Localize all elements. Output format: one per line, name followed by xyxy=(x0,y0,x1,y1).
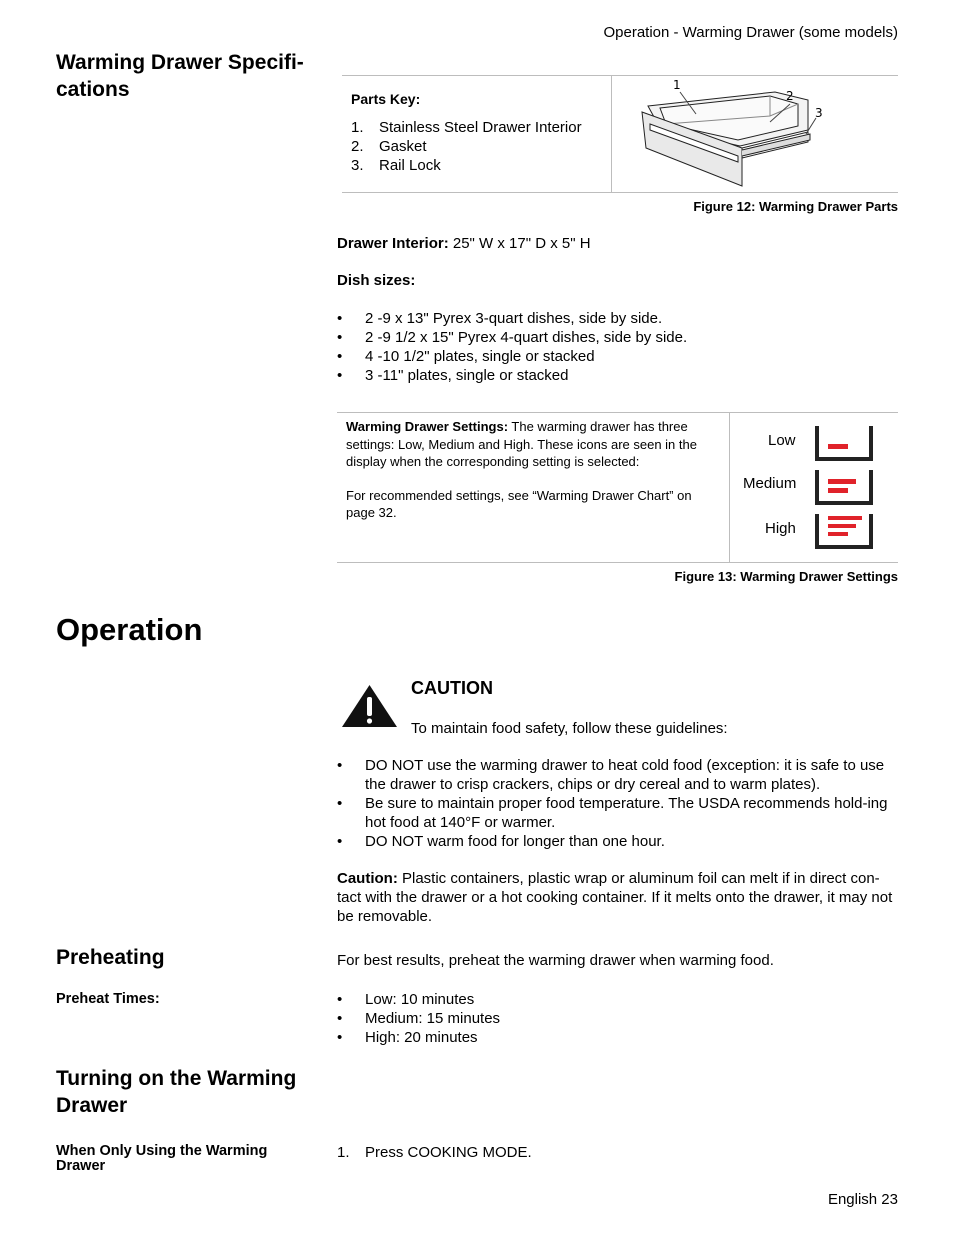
figure-13-caption: Figure 13: Warming Drawer Settings xyxy=(674,569,898,584)
table-divider xyxy=(611,76,612,192)
settings-divider xyxy=(729,413,730,562)
setting-label-high: High xyxy=(765,520,796,537)
settings-description: Warming Drawer Settings: The warming drawer has three settings: Low, Medium and High. These icons are seen in the display when the corresponding setting is selected: For recommended settings, see “Warming Drawer Chart” on page 32. xyxy=(346,418,722,522)
list-item: • 4 -10 1/2" plates, single or stacked xyxy=(337,348,595,365)
settings-top-rule xyxy=(337,412,898,413)
preheat-times-list xyxy=(337,990,737,1047)
list-item: • 3 -11" plates, single or stacked xyxy=(337,367,569,384)
list-item: • 2 -9 1/2 x 15" Pyrex 4-quart dishes, side by side. xyxy=(337,329,688,346)
warning-triangle-icon xyxy=(341,684,398,728)
list-item: • DO NOT warm food for longer than one hour. xyxy=(337,833,665,850)
dish-sizes-label: Dish sizes: xyxy=(337,272,416,289)
page-number: English 23 xyxy=(827,1191,898,1208)
list-item: • Low: 10 minutes xyxy=(337,991,475,1008)
list-item: 1. Press COOKING MODE. xyxy=(337,1144,532,1161)
parts-key xyxy=(351,90,606,175)
table-bottom-rule xyxy=(342,192,898,193)
callout-1: 1 xyxy=(673,78,681,92)
parts-key-item: 1. Stainless Steel Drawer Interior xyxy=(351,119,582,136)
caution-heading: CAUTION xyxy=(411,678,493,698)
setting-label-medium: Medium xyxy=(743,475,797,492)
page-title: Operation xyxy=(56,612,203,647)
list-item: • High: 20 minutes xyxy=(337,1029,478,1046)
callout-2: 2 xyxy=(786,89,794,103)
list-item: • 2 -9 x 13" Pyrex 3-quart dishes, side by side. xyxy=(337,310,663,327)
turning-on-steps xyxy=(337,1143,737,1162)
parts-key-item: 3. Rail Lock xyxy=(351,157,441,174)
parts-key-item: 2. Gasket xyxy=(351,138,427,155)
parts-key-title: Parts Key: xyxy=(351,91,421,107)
only-warming-drawer-subheading: When Only Using the Warming Drawer xyxy=(56,1143,268,1174)
caution-intro: To maintain food safety, follow these guidelines: xyxy=(411,720,728,737)
setting-label-low: Low xyxy=(768,432,796,449)
preheating-text: For best results, preheat the warming drawer when warming food. xyxy=(337,952,774,969)
warming-drawer-illustration xyxy=(620,78,895,190)
high-setting-icon xyxy=(815,514,873,550)
settings-note: For recommended settings, see “Warming Drawer Chart” on page 32. xyxy=(346,487,692,520)
figure-12-caption: Figure 12: Warming Drawer Parts xyxy=(693,199,898,214)
turning-on-heading: Turning on the Warming Drawer xyxy=(56,1067,297,1117)
running-header: Operation - Warming Drawer (some models) xyxy=(603,24,898,41)
list-item: • Be sure to maintain proper food temperature. The USDA recommends hold-ing hot food at 140°F or warmer. xyxy=(337,795,888,831)
caution-list xyxy=(337,756,899,851)
settings-bottom-rule xyxy=(337,562,898,563)
caution-note: Caution: Plastic containers, plastic wrap or aluminum foil can melt if in direct con-tact with the drawer or a hot cooking container. If it melts onto the drawer, it may not be removable. xyxy=(337,870,893,925)
list-item: • DO NOT use the warming drawer to heat cold food (exception: it is safe to use the drawer to crisp crackers, chips or dry cereal and to warm plates). xyxy=(337,757,885,793)
low-setting-icon xyxy=(815,426,873,462)
callout-3: 3 xyxy=(815,106,823,120)
dish-sizes-list xyxy=(337,309,897,385)
drawer-interior: Drawer Interior: 25" W x 17" D x 5" H xyxy=(337,235,591,252)
table-top-rule xyxy=(342,75,898,76)
list-item: • Medium: 15 minutes xyxy=(337,1010,501,1027)
preheating-heading: Preheating xyxy=(56,946,165,969)
specs-heading: Warming Drawer Specifi- cations xyxy=(56,51,304,101)
preheat-times-label: Preheat Times: xyxy=(56,991,160,1007)
medium-setting-icon xyxy=(815,470,873,506)
